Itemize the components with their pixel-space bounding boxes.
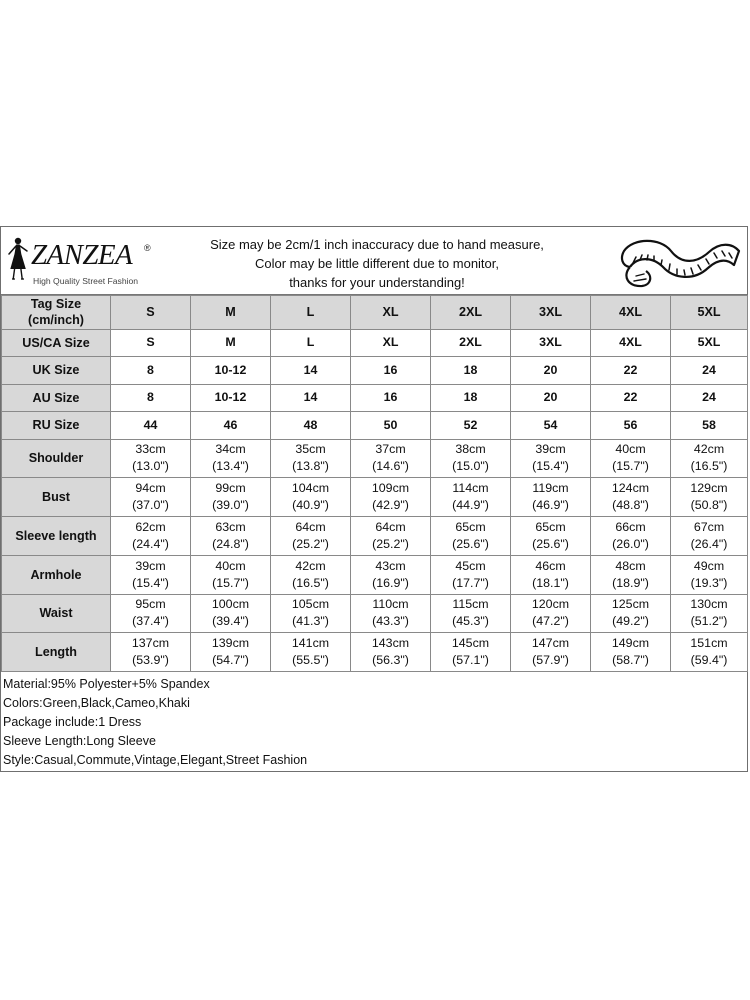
row-label-waist: Waist xyxy=(2,594,111,633)
au-size-cell: 24 xyxy=(671,384,748,412)
inch-value: (48.8") xyxy=(612,498,649,513)
us-ca-size-cell: 4XL xyxy=(591,329,671,357)
length-cell xyxy=(591,633,671,672)
inch-value: (45.3") xyxy=(452,614,489,629)
length-cell xyxy=(111,633,191,672)
inch-value: (53.9") xyxy=(132,653,169,668)
inch-value: (42.9") xyxy=(372,498,409,513)
notice-line: Size may be 2cm/1 inch inaccuracy due to hand measure, xyxy=(210,237,544,252)
cm-value: 120cm xyxy=(531,597,570,612)
uk-size-row xyxy=(2,357,748,385)
shoulder-cell xyxy=(511,439,591,478)
cm-value: 43cm xyxy=(375,558,406,573)
inch-value: (13.4") xyxy=(212,459,249,474)
cm-value: 49cm xyxy=(693,558,725,573)
waist-cell xyxy=(511,594,591,633)
inch-value: (51.2") xyxy=(690,614,728,629)
us-ca-size-cell: L xyxy=(271,329,351,357)
measuring-tape-icon xyxy=(618,233,742,291)
sleeve-length-cell xyxy=(351,517,431,556)
shoulder-row xyxy=(2,439,748,478)
armhole-cell xyxy=(511,555,591,594)
inch-value: (25.6") xyxy=(452,536,489,551)
row-label-shoulder: Shoulder xyxy=(2,439,111,478)
shoulder-cell xyxy=(271,439,351,478)
armhole-cell xyxy=(351,555,431,594)
material-detail: Material:95% Polyester+5% Spandex xyxy=(3,677,210,691)
cm-value: 65cm xyxy=(535,519,566,534)
cm-value: 46cm xyxy=(535,558,566,573)
shoulder-cell xyxy=(111,439,191,478)
cm-value: 67cm xyxy=(693,519,725,534)
size-notice xyxy=(167,235,587,291)
cm-value: 62cm xyxy=(135,519,166,534)
armhole-cell xyxy=(591,555,671,594)
us-ca-size-cell: 5XL xyxy=(671,329,748,357)
cm-value: 139cm xyxy=(211,636,250,651)
waist-cell xyxy=(191,594,271,633)
cm-value: 147cm xyxy=(531,636,570,651)
length-cell xyxy=(271,633,351,672)
ru-size-row xyxy=(2,412,748,440)
row-label-armhole: Armhole xyxy=(2,555,111,594)
tag-size-label: Tag Size xyxy=(30,297,82,312)
uk-size-cell: 22 xyxy=(591,357,671,385)
cm-value: 64cm xyxy=(295,519,326,534)
sleeve-length-cell xyxy=(511,517,591,556)
inch-value: (54.7") xyxy=(212,653,249,668)
cm-value: 40cm xyxy=(615,442,646,457)
inch-value: (43.3") xyxy=(372,614,409,629)
row-label-au-size: AU Size xyxy=(2,384,111,412)
length-row xyxy=(2,633,748,672)
inch-value: (47.2") xyxy=(532,614,569,629)
cm-value: 137cm xyxy=(131,636,170,651)
cm-value: 99cm xyxy=(215,481,246,496)
shoulder-cell xyxy=(191,439,271,478)
size-header-cell: S xyxy=(111,296,191,330)
size-header-cell: 2XL xyxy=(431,296,511,330)
bust-cell xyxy=(511,478,591,517)
inch-value: (15.0") xyxy=(452,459,489,474)
armhole-cell xyxy=(271,555,351,594)
ru-size-cell: 54 xyxy=(511,412,591,440)
cm-value: 64cm xyxy=(375,519,406,534)
cm-value: 141cm xyxy=(291,636,330,651)
waist-row xyxy=(2,594,748,633)
inch-value: (18.1") xyxy=(532,575,569,590)
inch-value: (26.4") xyxy=(690,536,728,551)
inch-value: (16.5") xyxy=(690,459,728,474)
inch-value: (24.4") xyxy=(132,536,169,551)
row-label-uk-size: UK Size xyxy=(2,357,111,385)
ru-size-cell: 58 xyxy=(671,412,748,440)
au-size-row xyxy=(2,384,748,412)
sleeve-length-cell xyxy=(431,517,511,556)
waist-cell xyxy=(591,594,671,633)
cm-value: 63cm xyxy=(215,519,246,534)
row-label-tag-size xyxy=(2,296,111,330)
uk-size-cell: 20 xyxy=(511,357,591,385)
inch-value: (56.3") xyxy=(372,653,409,668)
armhole-cell xyxy=(191,555,271,594)
inch-value: (57.9") xyxy=(532,653,569,668)
inch-value: (40.9") xyxy=(292,498,329,513)
cm-value: 38cm xyxy=(455,442,486,457)
au-size-cell: 20 xyxy=(511,384,591,412)
waist-cell xyxy=(271,594,351,633)
tag-size-unit-label: (cm/inch) xyxy=(28,313,84,328)
armhole-cell xyxy=(111,555,191,594)
cm-value: 104cm xyxy=(291,481,330,496)
notice-line: Color may be little different due to monitor, xyxy=(255,256,499,271)
shoulder-cell xyxy=(351,439,431,478)
product-details xyxy=(3,675,743,769)
inch-value: (15.4") xyxy=(132,575,169,590)
cm-value: 42cm xyxy=(693,442,725,457)
cm-value: 39cm xyxy=(135,558,166,573)
inch-value: (24.8") xyxy=(212,536,249,551)
shoulder-cell xyxy=(431,439,511,478)
bust-cell xyxy=(271,478,351,517)
cm-value: 45cm xyxy=(455,558,486,573)
inch-value: (41.3") xyxy=(292,614,329,629)
au-size-cell: 8 xyxy=(111,384,191,412)
inch-value: (49.2") xyxy=(612,614,649,629)
brand-tagline: High Quality Street Fashion xyxy=(33,276,139,286)
bust-cell xyxy=(351,478,431,517)
bust-row xyxy=(2,478,748,517)
uk-size-cell: 14 xyxy=(271,357,351,385)
cm-value: 130cm xyxy=(690,597,728,612)
cm-value: 115cm xyxy=(452,597,489,612)
bust-cell xyxy=(191,478,271,517)
cm-value: 66cm xyxy=(615,519,646,534)
uk-size-cell: 10-12 xyxy=(191,357,271,385)
bust-cell xyxy=(111,478,191,517)
waist-cell xyxy=(111,594,191,633)
inch-value: (50.8") xyxy=(690,498,728,513)
ru-size-cell: 56 xyxy=(591,412,671,440)
us-ca-size-cell: 3XL xyxy=(511,329,591,357)
inch-value: (46.9") xyxy=(532,498,569,513)
notice-line: thanks for your understanding! xyxy=(289,275,465,290)
cm-value: 143cm xyxy=(371,636,410,651)
cm-value: 39cm xyxy=(535,442,566,457)
au-size-cell: 10-12 xyxy=(191,384,271,412)
sleeve-length-row xyxy=(2,517,748,556)
bust-cell xyxy=(591,478,671,517)
inch-value: (25.2") xyxy=(292,536,329,551)
length-cell xyxy=(671,633,748,672)
au-size-cell: 16 xyxy=(351,384,431,412)
cm-value: 125cm xyxy=(611,597,650,612)
armhole-row xyxy=(2,555,748,594)
size-header-cell: L xyxy=(271,296,351,330)
brand-logo xyxy=(4,233,154,289)
sleeve-length-cell xyxy=(671,517,748,556)
armhole-cell xyxy=(671,555,748,594)
inch-value: (25.6") xyxy=(532,536,569,551)
uk-size-cell: 24 xyxy=(671,357,748,385)
row-label-ru-size: RU Size xyxy=(2,412,111,440)
uk-size-cell: 16 xyxy=(351,357,431,385)
row-label-us-ca-size: US/CA Size xyxy=(2,329,111,357)
sleeve-length-cell xyxy=(191,517,271,556)
cm-value: 110cm xyxy=(372,597,409,612)
inch-value: (15.7") xyxy=(612,459,649,474)
inch-value: (25.2") xyxy=(372,536,409,551)
cm-value: 109cm xyxy=(371,481,410,496)
bust-cell xyxy=(431,478,511,517)
inch-value: (15.4") xyxy=(532,459,569,474)
cm-value: 33cm xyxy=(135,442,166,457)
cm-value: 119cm xyxy=(532,481,569,496)
us-ca-size-cell: XL xyxy=(351,329,431,357)
size-header-cell: 3XL xyxy=(511,296,591,330)
shoulder-cell xyxy=(591,439,671,478)
sleeve-length-cell xyxy=(111,517,191,556)
au-size-cell: 14 xyxy=(271,384,351,412)
ru-size-cell: 50 xyxy=(351,412,431,440)
brand-name: ZANZEA xyxy=(31,239,133,271)
inch-value: (37.4") xyxy=(132,614,169,629)
cm-value: 114cm xyxy=(452,481,489,496)
inch-value: (13.0") xyxy=(132,459,169,474)
uk-size-cell: 8 xyxy=(111,357,191,385)
length-cell xyxy=(191,633,271,672)
row-label-bust: Bust xyxy=(2,478,111,517)
cm-value: 48cm xyxy=(615,558,646,573)
row-label-sleeve-length: Sleeve length xyxy=(2,517,111,556)
cm-value: 100cm xyxy=(211,597,250,612)
ru-size-cell: 46 xyxy=(191,412,271,440)
inch-value: (37.0") xyxy=(132,498,169,513)
cm-value: 94cm xyxy=(135,481,166,496)
ru-size-cell: 44 xyxy=(111,412,191,440)
inch-value: (26.0") xyxy=(612,536,649,551)
cm-value: 129cm xyxy=(690,481,728,496)
cm-value: 95cm xyxy=(135,597,166,612)
cm-value: 37cm xyxy=(375,442,406,457)
fashion-woman-icon xyxy=(4,236,32,282)
au-size-cell: 22 xyxy=(591,384,671,412)
shoulder-cell xyxy=(671,439,748,478)
inch-value: (14.6") xyxy=(372,459,409,474)
size-header-cell: XL xyxy=(351,296,431,330)
style-detail: Style:Casual,Commute,Vintage,Elegant,Street Fashion xyxy=(3,753,308,767)
cm-value: 151cm xyxy=(690,636,728,651)
inch-value: (15.7") xyxy=(212,575,249,590)
size-chart-table xyxy=(1,295,748,672)
inch-value: (13.8") xyxy=(292,459,329,474)
cm-value: 105cm xyxy=(291,597,330,612)
sleeve-length-cell xyxy=(591,517,671,556)
cm-value: 34cm xyxy=(215,442,246,457)
us-ca-size-cell: S xyxy=(111,329,191,357)
cm-value: 149cm xyxy=(611,636,650,651)
tag-size-row xyxy=(2,296,748,330)
cm-value: 65cm xyxy=(455,519,486,534)
au-size-cell: 18 xyxy=(431,384,511,412)
size-header-cell: 5XL xyxy=(671,296,748,330)
cm-value: 124cm xyxy=(611,481,650,496)
ru-size-cell: 48 xyxy=(271,412,351,440)
bust-cell xyxy=(671,478,748,517)
length-cell xyxy=(511,633,591,672)
inch-value: (17.7") xyxy=(452,575,489,590)
waist-cell xyxy=(671,594,748,633)
us-ca-size-cell: M xyxy=(191,329,271,357)
sleeve-length-cell xyxy=(271,517,351,556)
cm-value: 145cm xyxy=(451,636,490,651)
inch-value: (55.5") xyxy=(292,653,329,668)
inch-value: (16.5") xyxy=(292,575,329,590)
sleeve-length-detail: Sleeve Length:Long Sleeve xyxy=(3,734,156,748)
cm-value: 42cm xyxy=(295,558,326,573)
us-ca-size-cell: 2XL xyxy=(431,329,511,357)
armhole-cell xyxy=(431,555,511,594)
size-header-cell: M xyxy=(191,296,271,330)
inch-value: (39.4") xyxy=(212,614,249,629)
inch-value: (18.9") xyxy=(612,575,649,590)
registered-mark: ® xyxy=(144,243,151,253)
size-header-cell: 4XL xyxy=(591,296,671,330)
cm-value: 40cm xyxy=(215,558,246,573)
length-cell xyxy=(431,633,511,672)
inch-value: (57.1") xyxy=(452,653,489,668)
inch-value: (44.9") xyxy=(452,498,489,513)
inch-value: (16.9") xyxy=(372,575,409,590)
colors-detail: Colors:Green,Black,Cameo,Khaki xyxy=(3,696,190,710)
waist-cell xyxy=(351,594,431,633)
uk-size-cell: 18 xyxy=(431,357,511,385)
cm-value: 35cm xyxy=(295,442,326,457)
row-label-length: Length xyxy=(2,633,111,672)
waist-cell xyxy=(431,594,511,633)
package-detail: Package include:1 Dress xyxy=(3,715,142,729)
size-chart-header xyxy=(1,227,747,295)
inch-value: (39.0") xyxy=(212,498,249,513)
inch-value: (59.4") xyxy=(690,653,728,668)
size-chart-sheet xyxy=(0,226,748,772)
us-ca-size-row xyxy=(2,329,748,357)
inch-value: (19.3") xyxy=(690,575,728,590)
ru-size-cell: 52 xyxy=(431,412,511,440)
length-cell xyxy=(351,633,431,672)
inch-value: (58.7") xyxy=(612,653,649,668)
